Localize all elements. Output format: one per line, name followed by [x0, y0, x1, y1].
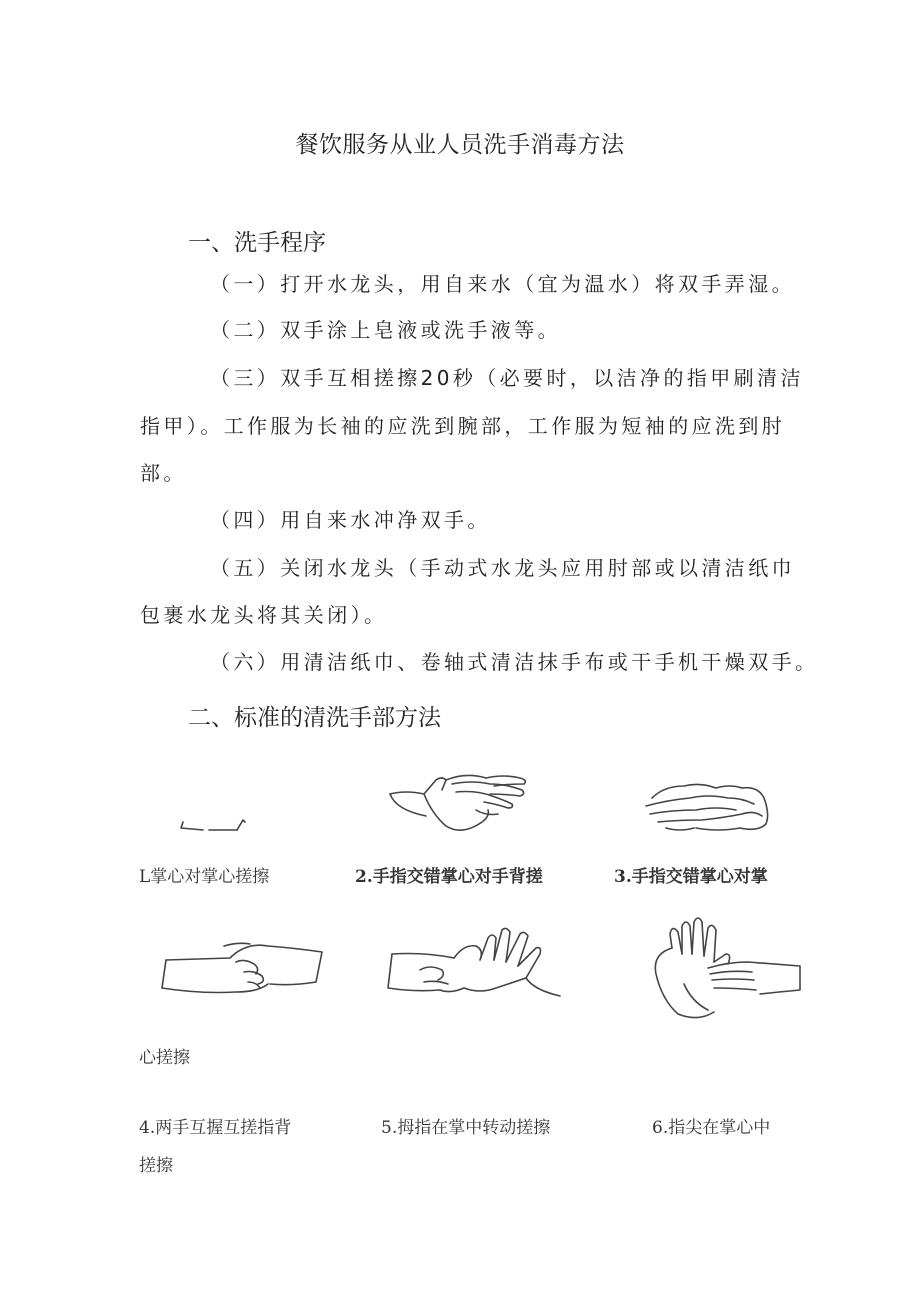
hands-knuckles-icon	[160, 938, 324, 1000]
caption-step-6: 6.指尖在掌心中	[652, 1118, 771, 1138]
hands-interlaced-palm-icon	[644, 774, 772, 834]
step-3-line-3: 部。	[140, 461, 187, 485]
hands-palm-to-palm-icon	[175, 812, 255, 836]
step-5-line-2: 包裹水龙头将其关闭）。	[140, 603, 388, 627]
section-heading-procedure: 一、洗手程序	[188, 230, 326, 256]
hands-thumb-rotate-icon	[384, 924, 564, 1004]
hands-fingertips-icon	[648, 914, 804, 1024]
caption-step-4: 4.两手互握互搓指背	[139, 1118, 292, 1138]
caption-step-1: L掌心对掌心搓擦	[139, 867, 270, 887]
step-1: （一）打开水龙头，用自来水（宜为温水）将双手弄湿。	[210, 272, 795, 296]
step-3-line-2: 指甲）。工作服为长袖的应洗到腕部，工作服为短袖的应洗到肘	[140, 414, 786, 438]
caption-step-5: 5.拇指在掌中转动搓擦	[381, 1118, 551, 1138]
step-2: （二）双手涂上皂液或洗手液等。	[210, 318, 561, 342]
caption-step-3-wrap: 心搓擦	[139, 1048, 190, 1068]
caption-step-4-wrap: 搓擦	[139, 1156, 173, 1176]
step-3-line-1: （三）双手互相搓擦20秒（必要时，以洁净的指甲刷清洁	[210, 366, 804, 390]
step-4: （四）用自来水冲净双手。	[210, 508, 491, 532]
step-6: （六）用清洁纸巾、卷轴式清洁抹手布或干手机干燥双手。	[210, 650, 819, 674]
hands-interlaced-back-icon	[386, 770, 532, 842]
section-heading-method: 二、标准的清洗手部方法	[188, 705, 441, 731]
caption-step-3: 3.手指交错掌心对掌	[614, 867, 768, 887]
page-title: 餐饮服务从业人员洗手消毒方法	[295, 132, 625, 158]
step-5-line-1: （五）关闭水龙头（手动式水龙头应用肘部或以清洁纸巾	[210, 556, 795, 580]
caption-step-2: 2.手指交错掌心对手背搓	[355, 867, 543, 887]
